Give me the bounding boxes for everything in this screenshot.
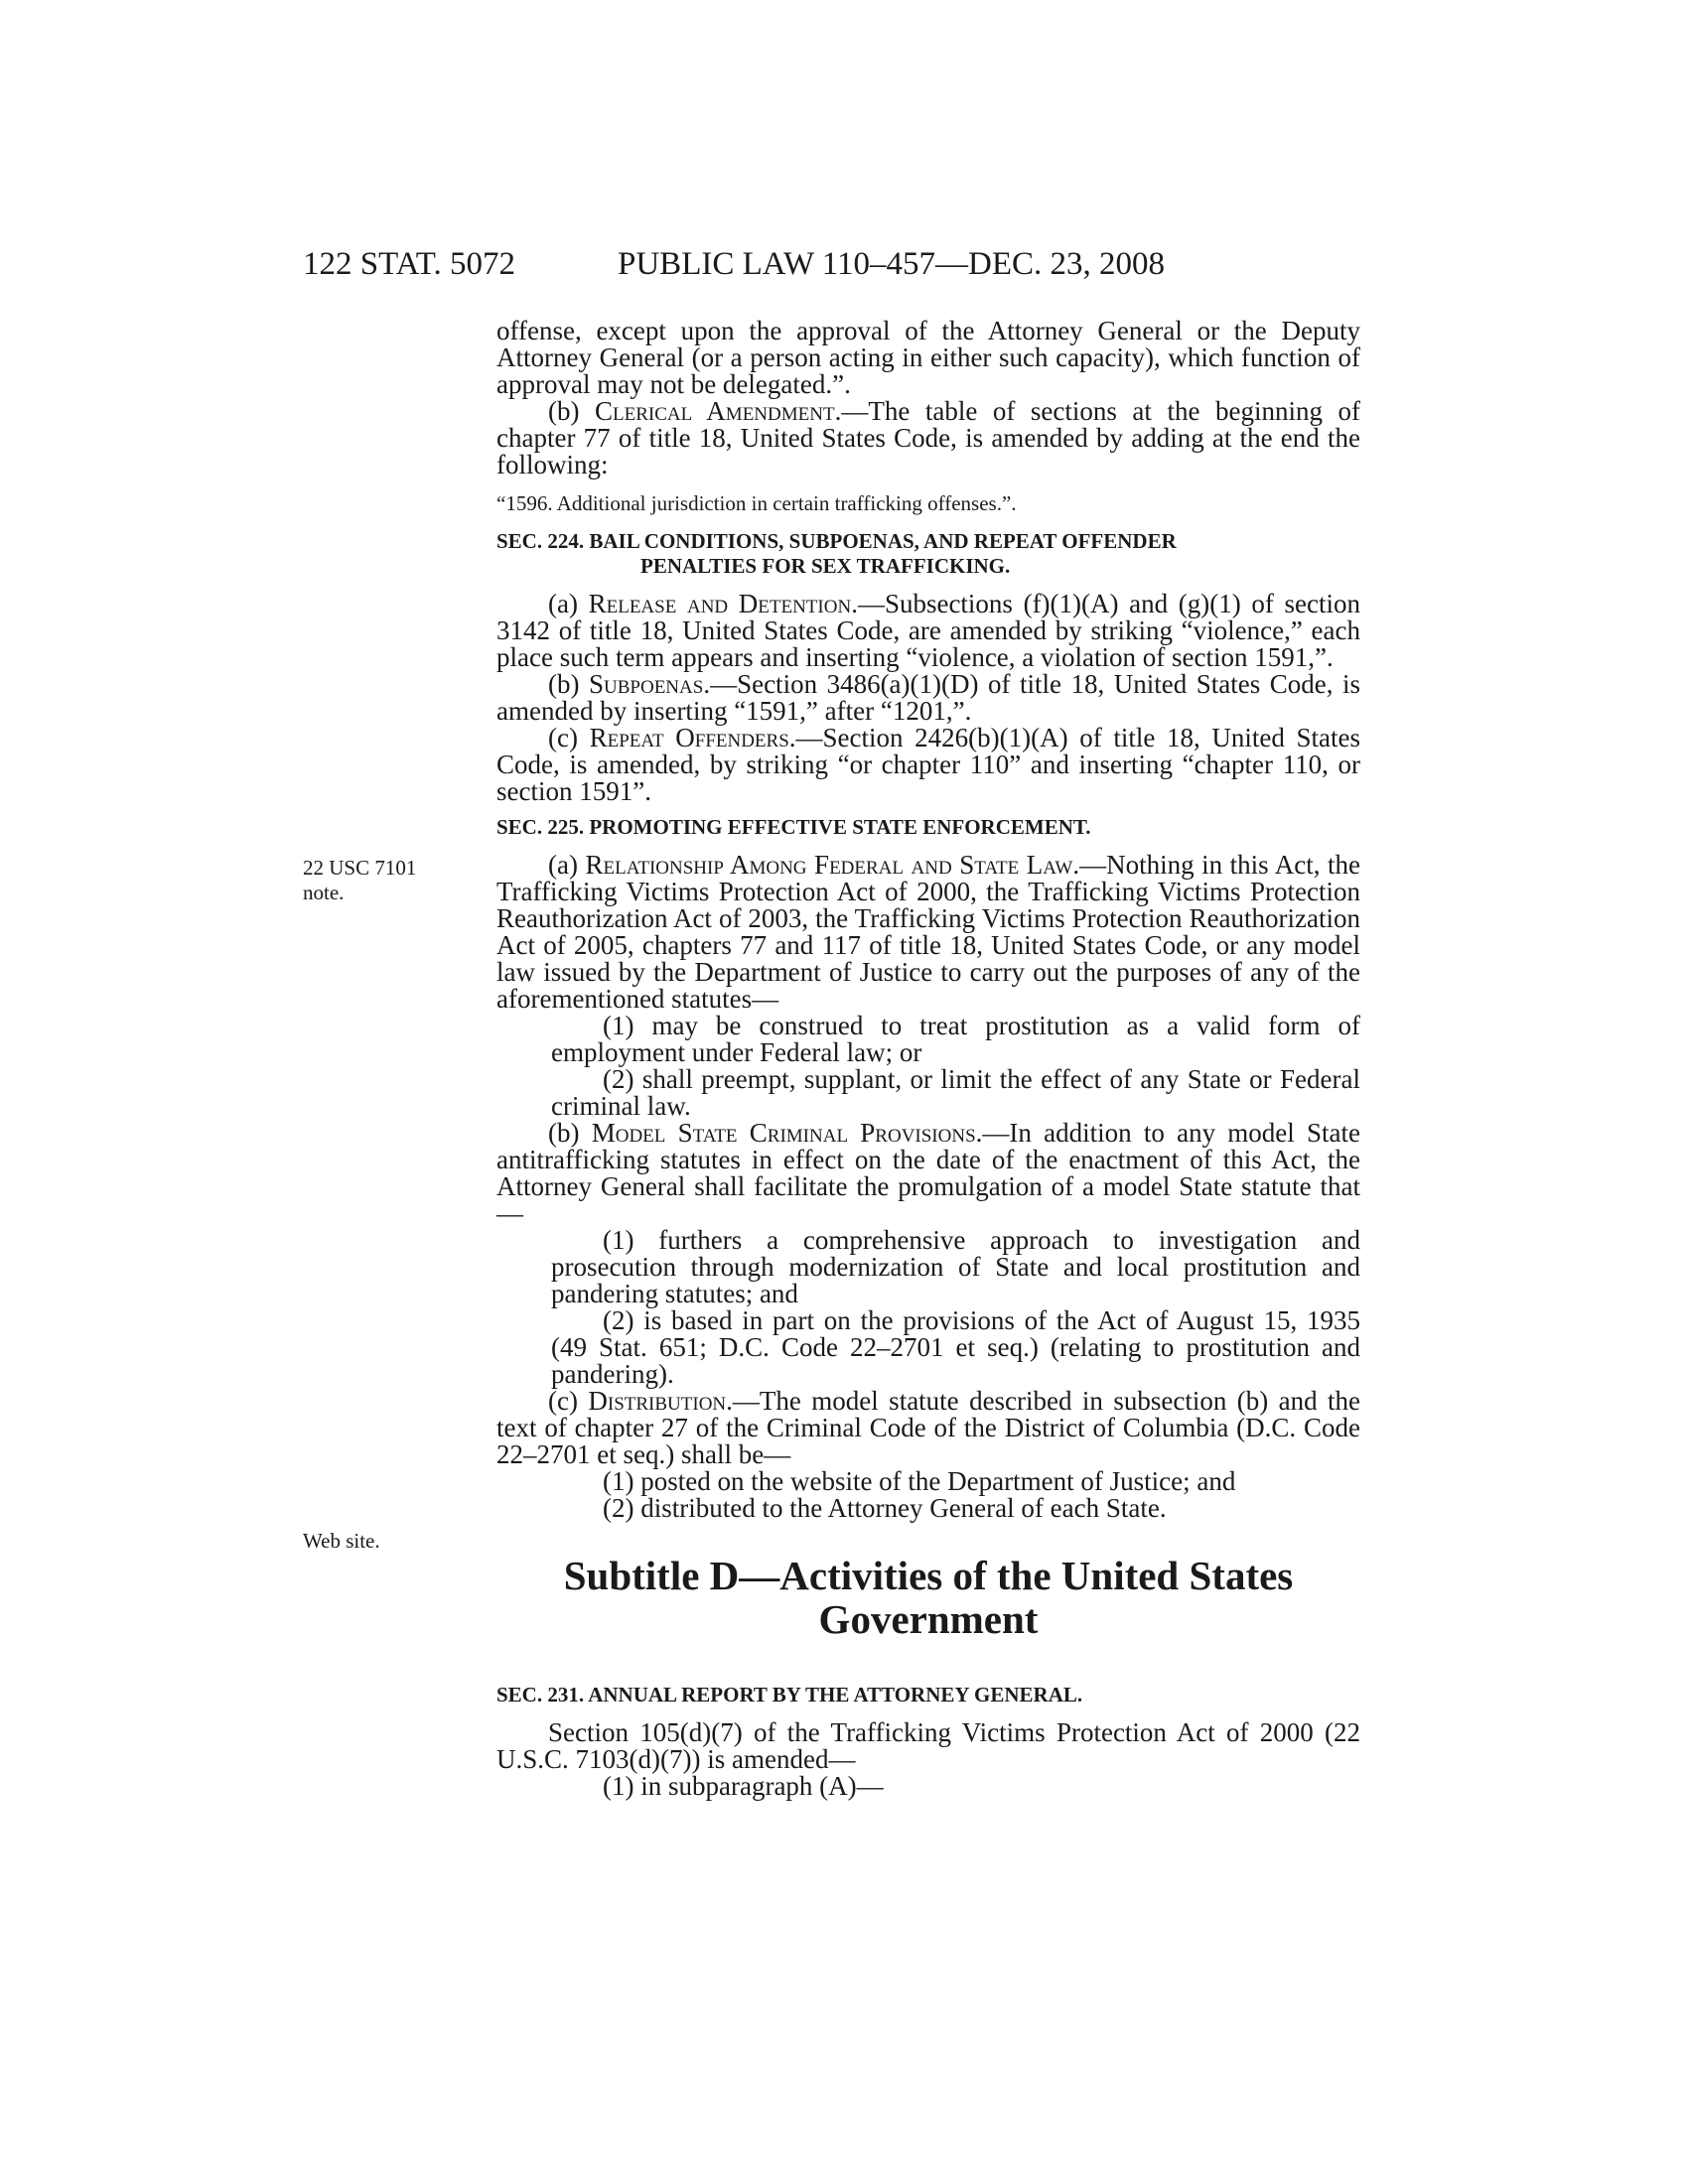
paragraph-repeat-offenders bbox=[496, 725, 1360, 805]
list-item: (1) may be construed to treat prostitution as a valid form of employment under Federal law; or bbox=[551, 1011, 1360, 1067]
paragraph: offense, except upon the approval of the Attorney General or the Deputy Attorney General (or a person acting in either such capacity), which function of approval may not be delegated.”. bbox=[496, 316, 1360, 399]
page-reference: 122 STAT. 5072 bbox=[303, 246, 516, 282]
paragraph-text: .—Section 3486(a)(1)(D) of title 18, United States Code, is amended by inserting “1591,” after “1201,”. bbox=[496, 669, 1360, 726]
section-title: SEC. 224. BAIL CONDITIONS, SUBPOENAS, AND REPEAT OFFENDER bbox=[496, 529, 1177, 553]
item-label: (c) bbox=[548, 1386, 589, 1416]
running-header-title: PUBLIC LAW 110–457—DEC. 23, 2008 bbox=[618, 246, 1166, 282]
list-item: (1) posted on the website of the Department of Justice; and bbox=[603, 1466, 1236, 1496]
item-label: (b) bbox=[548, 669, 589, 699]
item-label: (a) bbox=[548, 850, 586, 880]
paragraph-text: .—In addition to any model State antitrafficking statutes in effect on the date of the enactment of this Act, the Attorney General shall facilitate the promulgation of a model State statute that— bbox=[496, 1118, 1360, 1228]
list-item: (2) shall preempt, supplant, or limit the effect of any State or Federal criminal law. bbox=[551, 1064, 1360, 1121]
list-item: (2) is based in part on the provisions of the Act of August 15, 1935 (49 Stat. 651; D.C. Code 22–2701 et seq.) (relating to prostitution and pandering). bbox=[551, 1305, 1360, 1389]
margin-note-website: Web site. bbox=[303, 1529, 380, 1553]
table-of-sections-entry: “1596. Additional jurisdiction in certain trafficking offenses.”. bbox=[496, 491, 1017, 515]
list-item: (1) in subparagraph (A)— bbox=[603, 1771, 884, 1801]
section-heading-225: SEC. 225. PROMOTING EFFECTIVE STATE ENFORCEMENT. bbox=[496, 815, 1091, 839]
paragraph-distribution bbox=[496, 1388, 1360, 1468]
subsection-heading: Distribution bbox=[588, 1386, 727, 1416]
subsection-heading: Relationship Among Federal and State Law bbox=[585, 850, 1073, 880]
margin-note-usc: 22 USC 7101 note. bbox=[303, 856, 417, 904]
section-title-continuation: PENALTIES FOR SEX TRAFFICKING. bbox=[640, 554, 1011, 578]
list-item: (1) furthers a comprehensive approach to investigation and prosecution through modernization of State and local prostitution and pandering statutes; and bbox=[551, 1225, 1360, 1308]
subsection-heading: Subpoenas bbox=[589, 669, 704, 699]
subsection-heading: Repeat Offenders bbox=[589, 723, 789, 752]
paragraph-text: .—The model statute described in subsection (b) and the text of chapter 27 of the Criminal Code of the District of Columbia (D.C. Code 22–2701 et seq.) shall be— bbox=[496, 1386, 1360, 1469]
subsection-heading: Clerical Amendment bbox=[595, 396, 835, 426]
paragraph-subpoenas bbox=[496, 671, 1360, 725]
subtitle-heading: Subtitle D—Activities of the United States Government bbox=[563, 1553, 1294, 1642]
subsection-heading: Release and Detention bbox=[588, 589, 852, 618]
item-label: (b) bbox=[548, 1118, 592, 1148]
paragraph-clerical-amendment bbox=[496, 398, 1360, 478]
paragraph-release-detention bbox=[496, 591, 1360, 671]
paragraph-text: .—Section 2426(b)(1)(A) of title 18, United States Code, is amended, by striking “or chapter 110” and inserting “chapter 110, or section 1591”. bbox=[496, 723, 1360, 806]
paragraph-text: .—Subsections (f)(1)(A) and (g)(1) of section 3142 of title 18, United States Code, are amended by striking “violence,” each place such term appears and inserting “violence, a violation of section 1591,”. bbox=[496, 589, 1360, 672]
list-item: (2) distributed to the Attorney General of each State. bbox=[603, 1493, 1167, 1523]
paragraph-annual-report: Section 105(d)(7) of the Trafficking Victims Protection Act of 2000 (22 U.S.C. 7103(d)(7)) is amended— bbox=[496, 1717, 1360, 1774]
section-heading-224 bbox=[496, 529, 1360, 579]
subsection-heading: Model State Criminal Provisions bbox=[591, 1118, 976, 1148]
paragraph-text: .—Nothing in this Act, the Trafficking Victims Protection Act of 2000, the Trafficking Victims Protection Reauthorization Act of 2003, the Trafficking Victims Protection Reauthorization Act of 2005, chapters 77 and 117 of title 18, United States Code, or any model law issued by the Department of Justice to carry out the purposes of any of the aforementioned statutes— bbox=[496, 850, 1360, 1014]
paragraph-model-state-provisions bbox=[496, 1120, 1360, 1227]
item-label: (b) bbox=[548, 396, 596, 426]
paragraph-text: .—The table of sections at the beginning of chapter 77 of title 18, United States Code, is amended by adding at the end the following: bbox=[496, 396, 1361, 479]
paragraph-relationship-law bbox=[496, 852, 1360, 1013]
body-text bbox=[496, 318, 1360, 1800]
section-heading-231: SEC. 231. ANNUAL REPORT BY THE ATTORNEY GENERAL. bbox=[496, 1683, 1083, 1706]
item-label: (a) bbox=[548, 589, 589, 618]
item-label: (c) bbox=[548, 723, 590, 752]
